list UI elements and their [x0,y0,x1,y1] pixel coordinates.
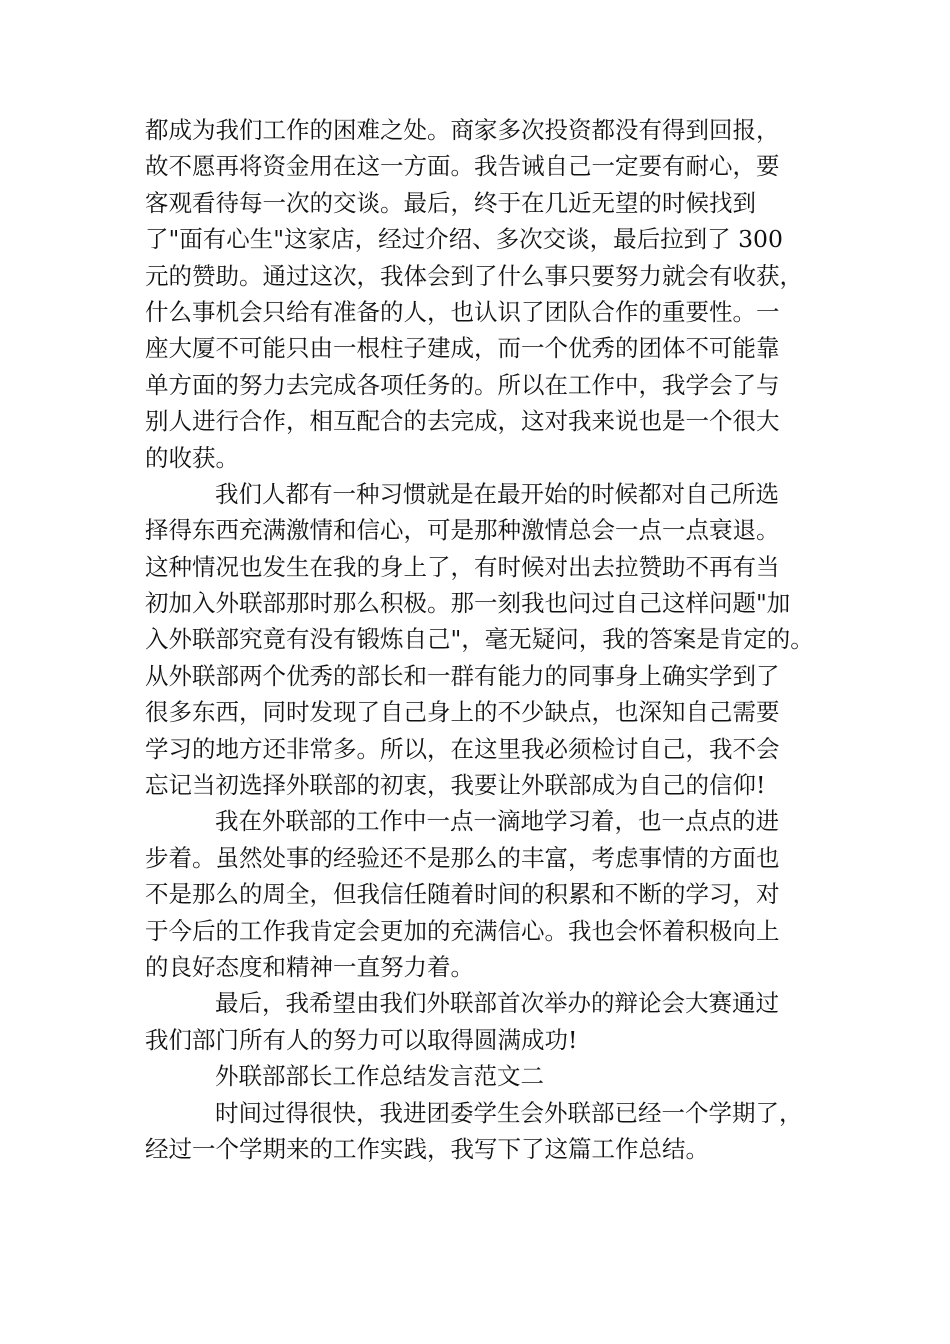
text-line: 了"面有心生"这家店，经过介绍、多次交谈，最后拉到了 300 [145,225,783,254]
text-line: 客观看待每一次的交谈。最后，终于在几近无望的时候找到 [145,188,756,217]
paragraph-first-line: 最后，我希望由我们外联部首次举办的辩论会大赛通过 [215,989,779,1018]
text-line: 学习的地方还非常多。所以，在这里我必须检讨自己，我不会 [145,734,780,763]
paragraph-first-line: 时间过得很快，我进团委学生会外联部已经一个学期了， [215,1098,803,1127]
text-line: 从外联部两个优秀的部长和一群有能力的同事身上确实学到了 [145,661,780,690]
paragraph-first-line: 外联部部长工作总结发言范文二 [215,1062,544,1091]
text-line: 步着。虽然处事的经验还不是那么的丰富，考虑事情的方面也 [145,843,780,872]
text-line: 很多东西，同时发现了自己身上的不少缺点，也深知自己需要 [145,698,780,727]
text-line: 什么事机会只给有准备的人，也认识了团队合作的重要性。一 [145,297,780,326]
paragraph-first-line: 我们人都有一种习惯就是在最开始的时候都对自己所选 [215,479,779,508]
paragraph-first-line: 我在外联部的工作中一点一滴地学习着，也一点点的进 [215,807,779,836]
text-line: 座大厦不可能只由一根柱子建成，而一个优秀的团体不可能靠 [145,334,780,363]
text-line: 不是那么的周全，但我信任随着时间的积累和不断的学习，对 [145,880,780,909]
text-line: 单方面的努力去完成各项任务的。所以在工作中，我学会了与 [145,370,780,399]
text-line: 入外联部究竟有没有锻炼自己"，毫无疑问，我的答案是肯定的。 [145,625,814,654]
text-line: 别人进行合作，相互配合的去完成，这对我来说也是一个很大 [145,407,780,436]
text-line: 忘记当初选择外联部的初衷，我要让外联部成为自己的信仰! [145,771,766,800]
text-line: 择得东西充满激情和信心，可是那种激情总会一点一点衰退。 [145,516,780,545]
text-line: 的良好态度和精神一直努力着。 [145,952,474,981]
text-line: 初加入外联部那时那么积极。那一刻我也问过自己这样问题"加 [145,589,791,618]
text-line: 故不愿再将资金用在这一方面。我告诫自己一定要有耐心，要 [145,152,780,181]
text-line: 我们部门所有人的努力可以取得圆满成功! [145,1025,578,1054]
text-line: 经过一个学期来的工作实践，我写下了这篇工作总结。 [145,1134,709,1163]
text-line: 的收获。 [145,443,239,472]
text-line: 于今后的工作我肯定会更加的充满信心。我也会怀着积极向上 [145,916,780,945]
document-body [145,112,825,1167]
text-line: 元的赞助。通过这次，我体会到了什么事只要努力就会有收获， [145,261,803,290]
text-line: 都成为我们工作的困难之处。商家多次投资都没有得到回报， [145,116,780,144]
text-line: 这种情况也发生在我的身上了，有时候对出去拉赞助不再有当 [145,552,780,581]
